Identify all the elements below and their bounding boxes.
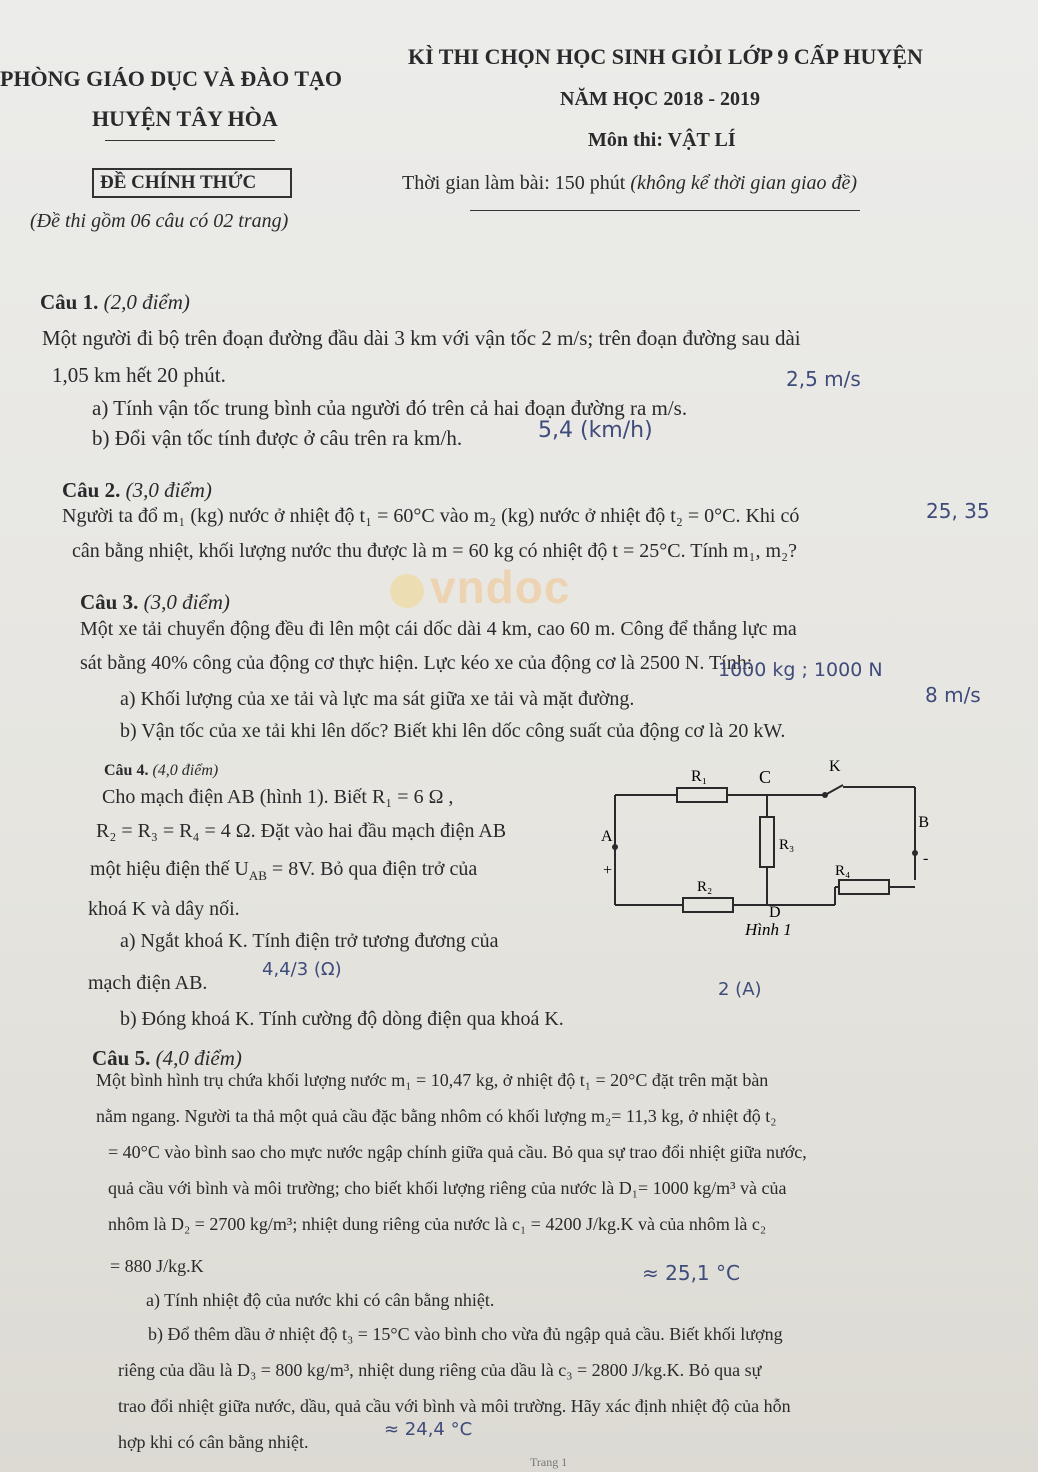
q1-title: Câu 1. (40, 290, 99, 314)
label-r2: R₂ (697, 879, 713, 895)
school-year: NĂM HỌC 2018 - 2019 (560, 88, 760, 110)
resistor-r2 (683, 898, 733, 912)
q4-line3 (90, 858, 477, 884)
switch-k-pivot (822, 792, 828, 798)
q1-points: (2,0 điểm) (103, 290, 190, 314)
q5-line2: nằm ngang. Người ta thả một quả cầu đặc bằng nhôm có khối lượng m₂= 11,3 kg, ở nhiệt độ t₂ (96, 1106, 777, 1126)
q5-part-b-line4: hợp khi có cân bằng nhiệt. (118, 1432, 309, 1452)
q3-part-b: b) Vận tốc của xe tải khi lên dốc? Biết khi lên dốc công suất của động cơ là 20 kW. (120, 720, 786, 742)
page-footer: Trang 1 (530, 1455, 568, 1469)
duration-note: (không kể thời gian giao đề) (630, 172, 858, 194)
q1-part-a: a) Tính vận tốc trung bình của người đó trên cả hai đoạn đường ra m/s. (92, 396, 688, 420)
q4-part-b: b) Đóng khoá K. Tính cường độ dòng điện qua khoá K. (120, 1008, 564, 1030)
handwritten-q3b: 8 m/s (925, 683, 981, 707)
q2-points: (3,0 điểm) (125, 478, 212, 502)
resistor-r4 (839, 880, 889, 894)
q3-part-a: a) Khối lượng của xe tải và lực ma sát giữa xe tải và mặt đường. (120, 688, 635, 710)
q3-title: Câu 3. (80, 590, 139, 614)
label-b: B (918, 814, 929, 831)
q4-points: (4,0 điểm) (152, 762, 219, 779)
label-k: K (829, 758, 841, 775)
q2-title: Câu 2. (62, 478, 121, 502)
q2-line2: cân bằng nhiệt, khối lượng nước thu được là m = 60 kg có nhiệt độ t = 25°C. Tính m₁, m₂? (72, 540, 797, 562)
resistor-r3 (760, 817, 774, 867)
q1-part-b: b) Đổi vận tốc tính được ở câu trên ra km/h. (92, 426, 463, 450)
q4-title: Câu 4. (104, 762, 149, 779)
pages-note: (Đề thi gồm 06 câu có 02 trang) (30, 210, 289, 232)
terminal-a (612, 844, 618, 850)
q5-part-a: a) Tính nhiệt độ của nước khi có cân bằng nhiệt. (146, 1290, 495, 1310)
q5-title: Câu 5. (92, 1046, 151, 1070)
q1-heading (40, 290, 190, 314)
handwritten-q1a: 2,5 m/s (786, 367, 861, 391)
handwritten-q3a: 1000 kg ; 1000 N (718, 659, 883, 681)
q5-part-b-line2: riêng của dầu là D₃ = 800 kg/m³, nhiệt dung riêng của dầu là c₃ = 2800 J/kg.K. Bỏ qua sự (118, 1360, 762, 1380)
q5-heading (92, 1046, 242, 1070)
handwritten-q2: 25, 35 (926, 499, 990, 523)
q2-line1: Người ta đổ m₁ (kg) nước ở nhiệt độ t₁ = 60°C vào m₂ (kg) nước ở nhiệt độ t₂ = 0°C. Khi có (62, 505, 800, 527)
exam-title: KÌ THI CHỌN HỌC SINH GIỎI LỚP 9 CẤP HUYỆN (408, 44, 923, 69)
district-name: HUYỆN TÂY HÒA (92, 106, 278, 131)
q5-line5: nhôm là D₂ = 2700 kg/m³; nhiệt dung riêng của nước là c₁ = 4200 J/kg.K và của nhôm là c₂ (108, 1214, 767, 1234)
q3-line1: Một xe tải chuyển động đều đi lên một cái dốc dài 4 km, cao 60 m. Công để thắng lực ma (80, 618, 797, 640)
handwritten-q4b: 2 (A) (718, 979, 762, 1000)
label-minus: - (923, 850, 929, 867)
circuit-caption: Hình 1 (745, 920, 792, 939)
watermark-text: vndoc (430, 561, 571, 613)
handwritten-q5a: ≈ 25,1 °C (642, 1261, 740, 1285)
q4-part-a-line1: a) Ngắt khoá K. Tính điện trở tương đương của (120, 930, 499, 952)
handwritten-q4a: 4,4/3 (Ω) (262, 959, 342, 980)
q1-line2: 1,05 km hết 20 phút. (52, 363, 226, 387)
q5-line6: = 880 J/kg.K (110, 1256, 204, 1276)
handwritten-q1b: 5,4 (km/h) (538, 418, 653, 443)
watermark-icon (390, 574, 424, 608)
label-r1: R₁ (691, 768, 708, 785)
resistor-r1 (677, 788, 727, 802)
q5-line3: = 40°C vào bình sao cho mực nước ngập chính giữa quả cầu. Bỏ qua sự trao đổi nhiệt giữa nước, (108, 1142, 807, 1162)
watermark-logo (390, 560, 570, 614)
q4-line3-text: một hiệu điện thế U (90, 858, 249, 880)
district-underline (105, 140, 275, 141)
label-c: C (759, 767, 772, 787)
duration-underline (470, 210, 860, 211)
q4-line3-sub: AB (248, 868, 267, 883)
q3-heading (80, 590, 230, 614)
q2-heading (62, 478, 212, 502)
q5-line1: Một bình hình trụ chứa khối lượng nước m₁ = 10,47 kg, ở nhiệt độ t₁ = 20°C đặt trên mặt bàn (96, 1070, 769, 1090)
q4-line3-end: = 8V. Bỏ qua điện trở của (266, 858, 478, 880)
q1-line1: Một người đi bộ trên đoạn đường đầu dài 3 km với vận tốc 2 m/s; trên đoạn đường sau dài (42, 326, 801, 350)
subject-title: Môn thi: VẬT LÍ (588, 129, 736, 151)
q5-part-b-line1: b) Đổ thêm dầu ở nhiệt độ t₃ = 15°C vào bình cho vừa đủ ngập quả cầu. Biết khối lượng (148, 1324, 783, 1344)
department-name: PHÒNG GIÁO DỤC VÀ ĐÀO TẠO (0, 66, 343, 91)
label-r4: R₄ (835, 863, 851, 879)
q3-line2: sát bằng 40% công của động cơ thực hiện. Lực kéo xe của động cơ là 2500 N. Tính: (80, 652, 753, 674)
q4-line4: khoá K và dây nối. (88, 898, 240, 920)
q3-points: (3,0 điểm) (143, 590, 230, 614)
terminal-b (912, 850, 918, 856)
q4-part-a-line2: mạch điện AB. (88, 972, 208, 994)
label-r3: R₃ (779, 837, 795, 853)
official-stamp: ĐỀ CHÍNH THỨC (100, 172, 257, 193)
circuit-diagram (595, 755, 935, 945)
q4-line1: Cho mạch điện AB (hình 1). Biết R₁ = 6 Ω , (102, 786, 454, 808)
q4-line2: R₂ = R₃ = R₄ = 4 Ω. Đặt vào hai đầu mạch điện AB (96, 820, 507, 842)
q5-points: (4,0 điểm) (155, 1046, 242, 1070)
label-d: D (769, 904, 781, 921)
q5-line4: quả cầu với bình và môi trường; cho biết khối lượng riêng của nước là D₁= 1000 kg/m³ và của (108, 1178, 787, 1198)
q4-heading (104, 762, 218, 780)
label-plus: + (603, 862, 613, 879)
duration-text: Thời gian làm bài: 150 phút (402, 172, 626, 194)
q5-part-b-line3: trao đổi nhiệt giữa nước, dầu, quả cầu với bình và môi trường. Hãy xác định nhiệt độ của hỗn (118, 1396, 791, 1416)
handwritten-q5b: ≈ 24,4 °C (384, 1419, 473, 1440)
label-a: A (601, 828, 613, 845)
duration (402, 172, 857, 195)
